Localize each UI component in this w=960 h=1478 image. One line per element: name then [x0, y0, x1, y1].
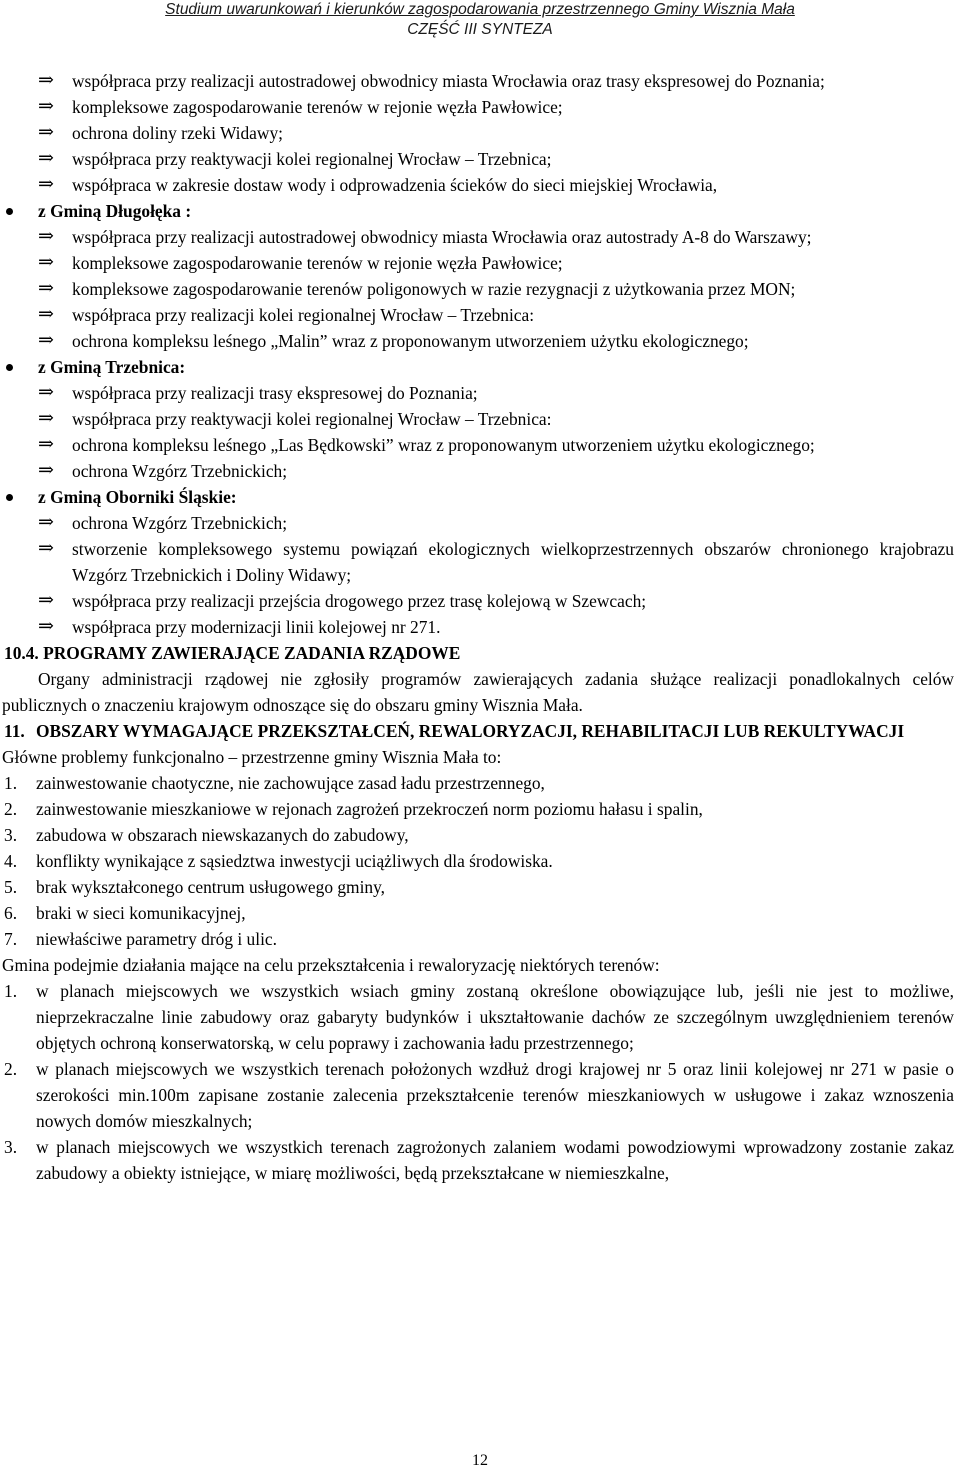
list-item: ⇒ współpraca w zakresie dostaw wody i odprowadzenia ścieków do sieci miejskiej Wrocławia, — [0, 172, 960, 198]
double-arrow-icon: ⇒ — [38, 122, 54, 143]
page-number: 12 — [472, 1452, 488, 1469]
cooperation-list-oborniki — [0, 510, 960, 640]
double-arrow-icon: ⇒ — [38, 174, 54, 195]
list-item: ⇒ kompleksowe zagospodarowanie terenów w rejonie węzła Pawłowice; — [0, 250, 960, 276]
section-number: 11. — [4, 721, 25, 741]
double-arrow-icon: ⇒ — [38, 96, 54, 117]
list-item: ⇒ ochrona Wzgórz Trzebnickich; — [0, 510, 960, 536]
cooperation-list-dlugoleka — [0, 224, 960, 354]
gmina-heading-oborniki: z Gminą Oborniki Śląskie: — [0, 484, 960, 510]
double-arrow-icon: ⇒ — [38, 70, 54, 91]
list-item: ⇒ współpraca przy modernizacji linii kolejowej nr 271. — [0, 614, 960, 640]
list-item: ⇒ współpraca przy realizacji autostradowej obwodnicy miasta Wrocławia oraz trasy ekspresowej do Poznania; — [0, 68, 960, 94]
list-item: 3. w planach miejscowych we wszystkich terenach zagrożonych zalaniem wodami powodziowymi wprowadzony zostanie zakaz zabudowy a obiekty istniejące, w miarę możliwości, będą przekształcane w niemieszkalne, — [4, 1137, 954, 1183]
double-arrow-icon: ⇒ — [38, 538, 54, 559]
list-item: ⇒ ochrona kompleksu leśnego „Malin” wraz z proponowanym utworzeniem użytku ekologicznego; — [0, 328, 960, 354]
list-item: ⇒ współpraca przy reaktywacji kolei regionalnej Wrocław – Trzebnica: — [0, 406, 960, 432]
double-arrow-icon: ⇒ — [38, 408, 54, 429]
double-arrow-icon: ⇒ — [38, 382, 54, 403]
gmina-heading-dlugoleka: z Gminą Długołęka : — [0, 198, 960, 224]
actions-list — [0, 978, 960, 1186]
bullet-dot-icon — [6, 494, 13, 501]
list-item: ⇒ stworzenie kompleksowego systemu powiązań ekologicznych wielkoprzestrzennych obszarów chronionego krajobrazu Wzgórz Trzebnickich i Doliny Widawy; — [38, 538, 954, 585]
list-item: ⇒ kompleksowe zagospodarowanie terenów poligonowych w razie rezygnacji z użytkowania przez MON; — [0, 276, 960, 302]
header-subtitle: CZĘŚĆ III SYNTEZA — [407, 21, 553, 38]
list-item: 2. zainwestowanie mieszkaniowe w rejonach zagrożeń przekroczeń norm poziomu hałasu i spalin, — [4, 799, 703, 819]
section-heading-11 — [0, 718, 960, 744]
list-item: ⇒ współpraca przy realizacji przejścia drogowego przez trasę kolejową w Szewcach; — [0, 588, 960, 614]
double-arrow-icon: ⇒ — [38, 616, 54, 637]
list-item: ⇒ współpraca przy realizacji kolei regionalnej Wrocław – Trzebnica: — [0, 302, 960, 328]
double-arrow-icon: ⇒ — [38, 460, 54, 481]
bullet-dot-icon — [6, 364, 13, 371]
list-item: 6. braki w sieci komunikacyjnej, — [4, 903, 246, 923]
gmina-heading-trzebnica: z Gminą Trzebnica: — [0, 354, 960, 380]
cooperation-list-trzebnica — [0, 380, 960, 484]
list-item: ⇒ ochrona kompleksu leśnego „Las Będkowski” wraz z proponowanym utworzeniem użytku ekologicznego; — [0, 432, 960, 458]
list-item: ⇒ współpraca przy realizacji trasy ekspresowej do Poznania; — [0, 380, 960, 406]
list-item: ⇒ ochrona doliny rzeki Widawy; — [0, 120, 960, 146]
double-arrow-icon: ⇒ — [38, 252, 54, 273]
list-item: 7. niewłaściwe parametry dróg i ulic. — [4, 929, 277, 949]
actions-intro: Gmina podejmie działania mające na celu przekształcenia i rewaloryzację niektórych terenów: — [2, 955, 660, 975]
double-arrow-icon: ⇒ — [38, 590, 54, 611]
list-item: ⇒ współpraca przy realizacji autostradowej obwodnicy miasta Wrocławia oraz autostrady A-8 do Warszawy; — [0, 224, 960, 250]
document-body — [0, 68, 960, 1186]
list-item: 5. brak wykształconego centrum usługowego gminy, — [4, 877, 386, 897]
double-arrow-icon: ⇒ — [38, 304, 54, 325]
list-item: 1. w planach miejscowych we wszystkich wsiach gminy zostaną określone obowiązujące lub, jeśli nie jest to możliwe, nieprzekraczalne linie zabudowy oraz gabaryty budynków i ukształtowanie dachów ze szczególnym uwzględnieniem terenów objętych ochroną konserwatorską, w celu poprawy i zachowania ładu przestrzennego; — [4, 981, 954, 1053]
list-item: ⇒ ochrona Wzgórz Trzebnickich; — [0, 458, 960, 484]
cooperation-list-1 — [0, 68, 960, 198]
page-header — [0, 0, 960, 40]
list-item: 4. konflikty wynikające z sąsiedztwa inwestycji uciążliwych dla środowiska. — [4, 851, 553, 871]
section-heading-10-4: 10.4. PROGRAMY ZAWIERAJĄCE ZADANIA RZĄDOWE — [4, 643, 461, 663]
double-arrow-icon: ⇒ — [38, 512, 54, 533]
double-arrow-icon: ⇒ — [38, 226, 54, 247]
list-item: ⇒ współpraca przy reaktywacji kolei regionalnej Wrocław – Trzebnica; — [0, 146, 960, 172]
section-title: OBSZARY WYMAGAJĄCE PRZEKSZTAŁCEŃ, REWALORYZACJI, REHABILITACJI LUB REKULTYWACJI — [36, 721, 905, 741]
header-title: Studium uwarunkowań i kierunków zagospodarowania przestrzennego Gminy Wisznia Mała — [165, 1, 795, 18]
list-item: 3. zabudowa w obszarach niewskazanych do zabudowy, — [4, 825, 409, 845]
double-arrow-icon: ⇒ — [38, 434, 54, 455]
problems-list — [0, 770, 960, 952]
section-10-4-text: Organy administracji rządowej nie zgłosiły programów zawierających zadania służące realizacji ponadlokalnych celów publicznych o znaczeniu krajowym odnoszące się do obszaru gminy Wisznia Mała. — [2, 669, 954, 715]
list-item: ⇒ kompleksowe zagospodarowanie terenów w rejonie węzła Pawłowice; — [0, 94, 960, 120]
list-item: 2. w planach miejscowych we wszystkich terenach położonych wzdłuż drogi krajowej nr 5 oraz linii kolejowej nr 271 w pasie o szerokości min.100m zapisane zostanie zalecenia przekształcenie terenów mieszkaniowych w usługowe i zakaz wznoszenia nowych domów mieszkalnych; — [4, 1059, 954, 1131]
double-arrow-icon: ⇒ — [38, 278, 54, 299]
problems-intro: Główne problemy funkcjonalno – przestrzenne gminy Wisznia Mała to: — [2, 747, 502, 767]
double-arrow-icon: ⇒ — [38, 148, 54, 169]
bullet-dot-icon — [6, 208, 13, 215]
list-item: 1. zainwestowanie chaotyczne, nie zachowujące zasad ładu przestrzennego, — [4, 773, 545, 793]
double-arrow-icon: ⇒ — [38, 330, 54, 351]
